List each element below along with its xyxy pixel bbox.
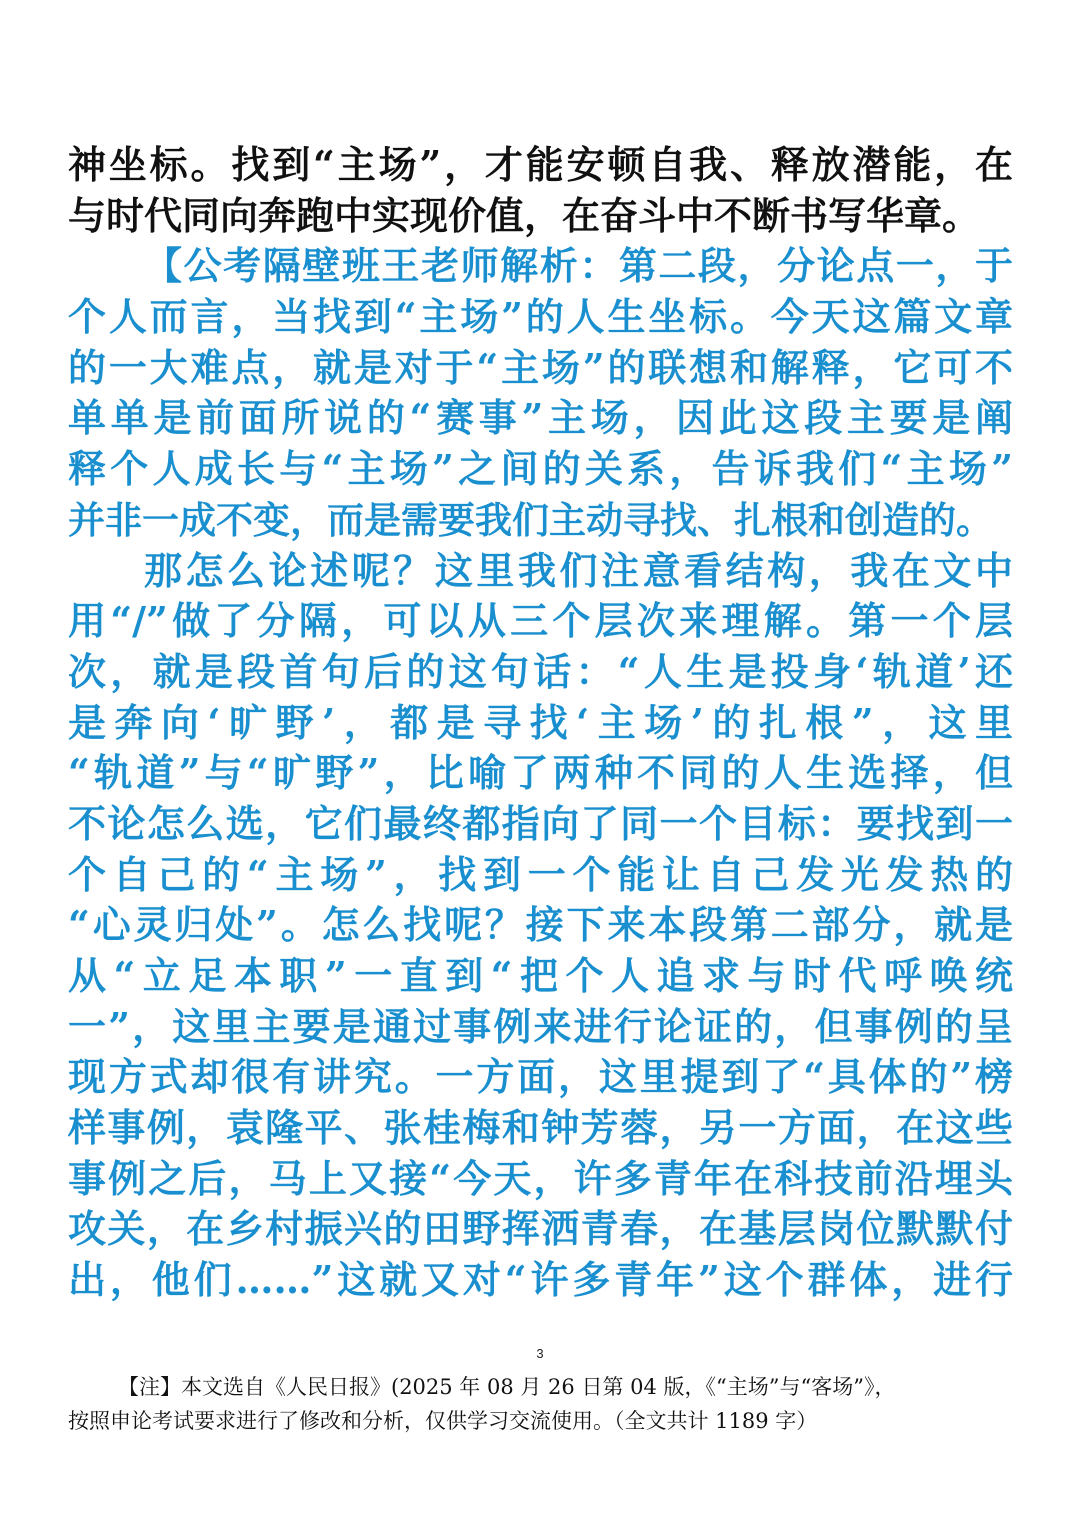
analysis-text-line: 是奔向‘旷野’，都是寻找‘主场’的扎根”，这里 [68, 699, 1013, 745]
analysis-text-line: 单单是前面所说的“赛事”主场，因此这段主要是阐 [68, 395, 1013, 441]
page-number: 3 [536, 1346, 544, 1361]
footnote-line-2: 按照申论考试要求进行了修改和分析，仅供学习交流使用。（全文共计 1189 字） [68, 1409, 818, 1433]
analysis-text-line: 个人而言，当找到“主场”的人生坐标。今天这篇文章 [68, 294, 1013, 340]
analysis-text-line: 并非一成不变，而是需要我们主动寻找、扎根和创造的。 [68, 497, 993, 542]
analysis-text-line: 样事例，袁隆平、张桂梅和钟芳蓉，另一方面，在这些 [68, 1105, 1013, 1151]
article-text-line: 与时代同向奔跑中实现价值，在奋斗中不断书写华章。 [68, 192, 981, 238]
analysis-text-line: 从“立足本职”一直到“把个人追求与时代呼唤统 [68, 953, 1013, 998]
analysis-text-line: 释个人成长与“主场”之间的关系，告诉我们“主场” [68, 446, 1013, 492]
analysis-text-line: 次，就是段首句后的这句话：“人生是投身‘轨道’还 [68, 648, 1013, 694]
analysis-text-line: 不论怎么选，它们最终都指向了同一个目标：要找到一 [68, 800, 1013, 846]
analysis-text-line: 一”，这里主要是通过事例来进行论证的，但事例的呈 [68, 1003, 1013, 1049]
analysis-text-line: 用“/”做了分隔，可以从三个层次来理解。第一个层 [68, 598, 1013, 644]
footnote-line-1: 【注】本文选自《人民日报》(2025 年 08 月 26 日第 04 版，《“主场”与“客场”》， [118, 1375, 896, 1399]
footnote [68, 1370, 1013, 1438]
analysis-text-line: 出，他们……”这就又对“许多青年”这个群体，进行 [68, 1257, 1013, 1303]
analysis-text-line: 那怎么论述呢？这里我们注意看结构，我在文中 [144, 547, 1013, 593]
analysis-text-line: 【公考隔壁班王老师解析：第二段，分论点一，于 [144, 243, 1013, 289]
analysis-text-line: “心灵归处”。怎么找呢？接下来本段第二部分，就是 [68, 902, 1013, 948]
analysis-text-line: “轨道”与“旷野”，比喻了两种不同的人生选择，但 [68, 750, 1013, 796]
analysis-text-line: 现方式却很有讲究。一方面，这里提到了“具体的”榜 [68, 1054, 1013, 1100]
article-text-line: 神坐标。找到“主场”，才能安顿自我、释放潜能，在 [68, 142, 1013, 187]
analysis-text-line: 攻关，在乡村振兴的田野挥洒青春，在基层岗位默默付 [68, 1206, 1013, 1252]
analysis-text-line: 的一大难点，就是对于“主场”的联想和解释，它可不 [68, 344, 1013, 390]
analysis-text-line: 事例之后，马上又接“今天，许多青年在科技前沿埋头 [68, 1155, 1013, 1201]
analysis-text-line: 个自己的“主场”，找到一个能让自己发光发热的 [68, 851, 1013, 897]
main-text-body [68, 140, 1013, 1306]
